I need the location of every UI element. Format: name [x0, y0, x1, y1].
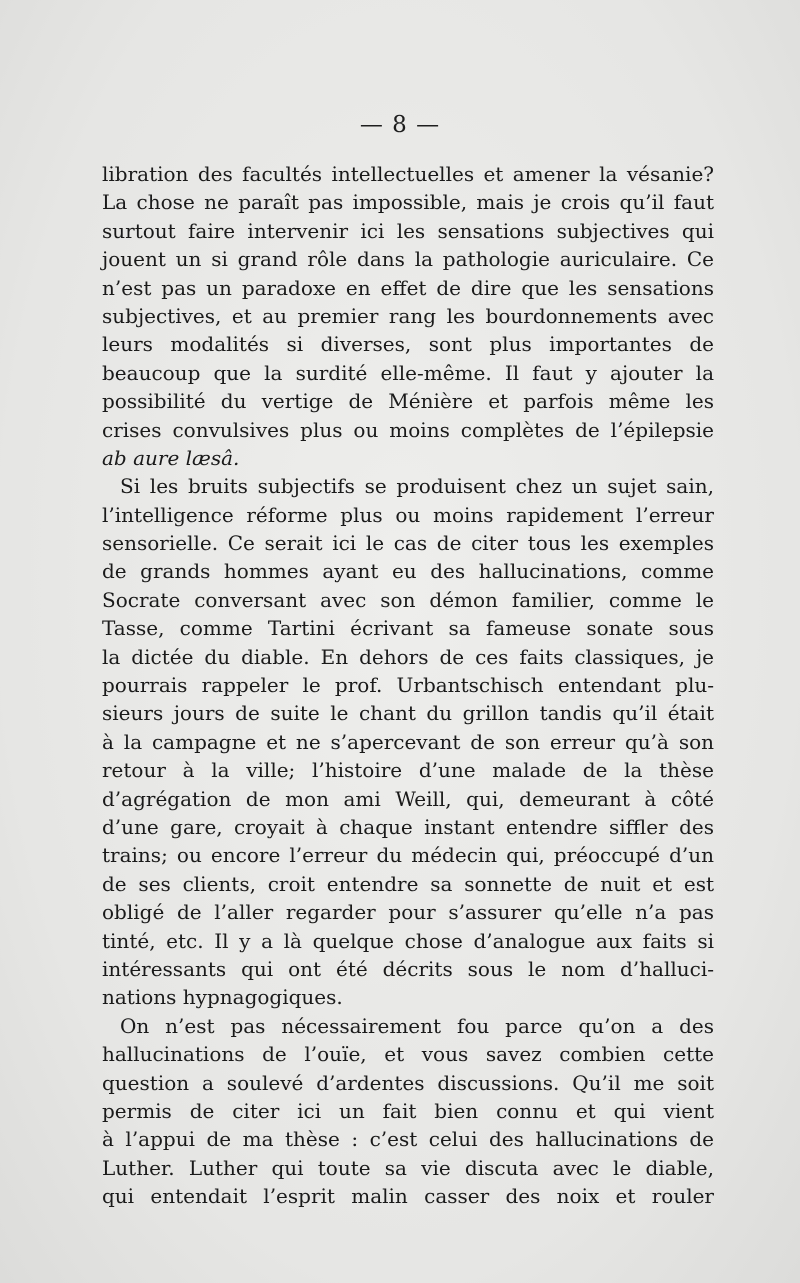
text-line: Si les bruits subjectifs se produisent chez un sujet sain,	[120, 474, 714, 499]
text-line: retour à la ville; l’histoire d’une malade de la thèse	[102, 758, 714, 783]
text-line: de ses clients, croit entendre sa sonnette de nuit et est	[102, 871, 714, 896]
paragraph-2	[102, 472, 714, 1011]
text-line: hallucinations de l’ouïe, et vous savez combien cette	[102, 1042, 714, 1067]
latin-phrase: ab aure læsâ.	[102, 445, 240, 470]
text-line: surtout faire intervenir ici les sensations subjectives qui	[102, 218, 714, 243]
text-line: sieurs jours de suite le chant du grillon tandis qu’il était	[102, 701, 714, 726]
page-number: — 8 —	[359, 112, 441, 138]
text-line: question a soulevé d’ardentes discussions. Qu’il me soit	[102, 1070, 714, 1095]
text-line: intéressants qui ont été décrits sous le nom d’halluci-	[102, 956, 714, 981]
text-line: sensorielle. Ce serait ici le cas de citer tous les exemples	[102, 531, 714, 556]
text-line: On n’est pas nécessairement fou parce qu’on a des	[120, 1013, 714, 1038]
text-line: obligé de l’aller regarder pour s’assurer qu’elle n’a pas	[102, 900, 714, 925]
text-line: d’une gare, croyait à chaque instant entendre siffler des	[102, 814, 714, 839]
text-line: Luther. Luther qui toute sa vie discuta avec le diable,	[102, 1155, 714, 1180]
text-line: qui entendait l’esprit malin casser des noix et rouler	[102, 1184, 714, 1209]
text-line: d’agrégation de mon ami Weill, qui, demeurant à côté	[102, 786, 714, 811]
text-line: libration des facultés intellectuelles et amener la vésanie?	[102, 162, 714, 186]
text-line: Socrate conversant avec son démon familier, comme le	[102, 587, 714, 612]
text-line: beaucoup que la surdité elle-même. Il faut y ajouter la	[102, 360, 714, 385]
text-line: à l’appui de ma thèse : c’est celui des hallucinations de	[102, 1127, 714, 1152]
text-line: jouent un si grand rôle dans la pathologie auriculaire. Ce	[102, 247, 714, 272]
text-line: leurs modalités si diverses, sont plus importantes de	[102, 332, 714, 357]
text-line: n’est pas un paradoxe en effet de dire que les sensations	[102, 275, 714, 300]
text-line: la dictée du diable. En dehors de ces faits classiques, je	[102, 644, 714, 669]
paragraph-1	[102, 160, 714, 472]
text-line: Tasse, comme Tartini écrivant sa fameuse sonate sous	[102, 616, 714, 641]
text-line: de grands hommes ayant eu des hallucinations, comme	[102, 559, 714, 584]
text-line: pourrais rappeler le prof. Urbantschisch entendant plu-	[102, 673, 714, 698]
text-line: l’intelligence réforme plus ou moins rapidement l’erreur	[102, 502, 714, 527]
text-line: tinté, etc. Il y a là quelque chose d’analogue aux faits si	[102, 928, 714, 953]
text-line: subjectives, et au premier rang les bourdonnements avec	[102, 303, 714, 328]
body-text	[102, 160, 714, 1210]
text-line: crises convulsives plus ou moins complètes de l’épilepsie	[102, 417, 714, 442]
text-line: trains; ou encore l’erreur du médecin qui, préoccupé d’un	[102, 843, 714, 868]
text-line: La chose ne paraît pas impossible, mais je crois qu’il faut	[102, 190, 714, 215]
text-line: permis de citer ici un fait bien connu et qui vient	[102, 1098, 714, 1123]
text-line: à la campagne et ne s’apercevant de son erreur qu’à son	[102, 729, 714, 754]
paragraph-3	[102, 1012, 714, 1211]
text-line: nations hypnagogiques.	[102, 985, 343, 1010]
text-line: possibilité du vertige de Ménière et parfois même les	[102, 389, 714, 414]
